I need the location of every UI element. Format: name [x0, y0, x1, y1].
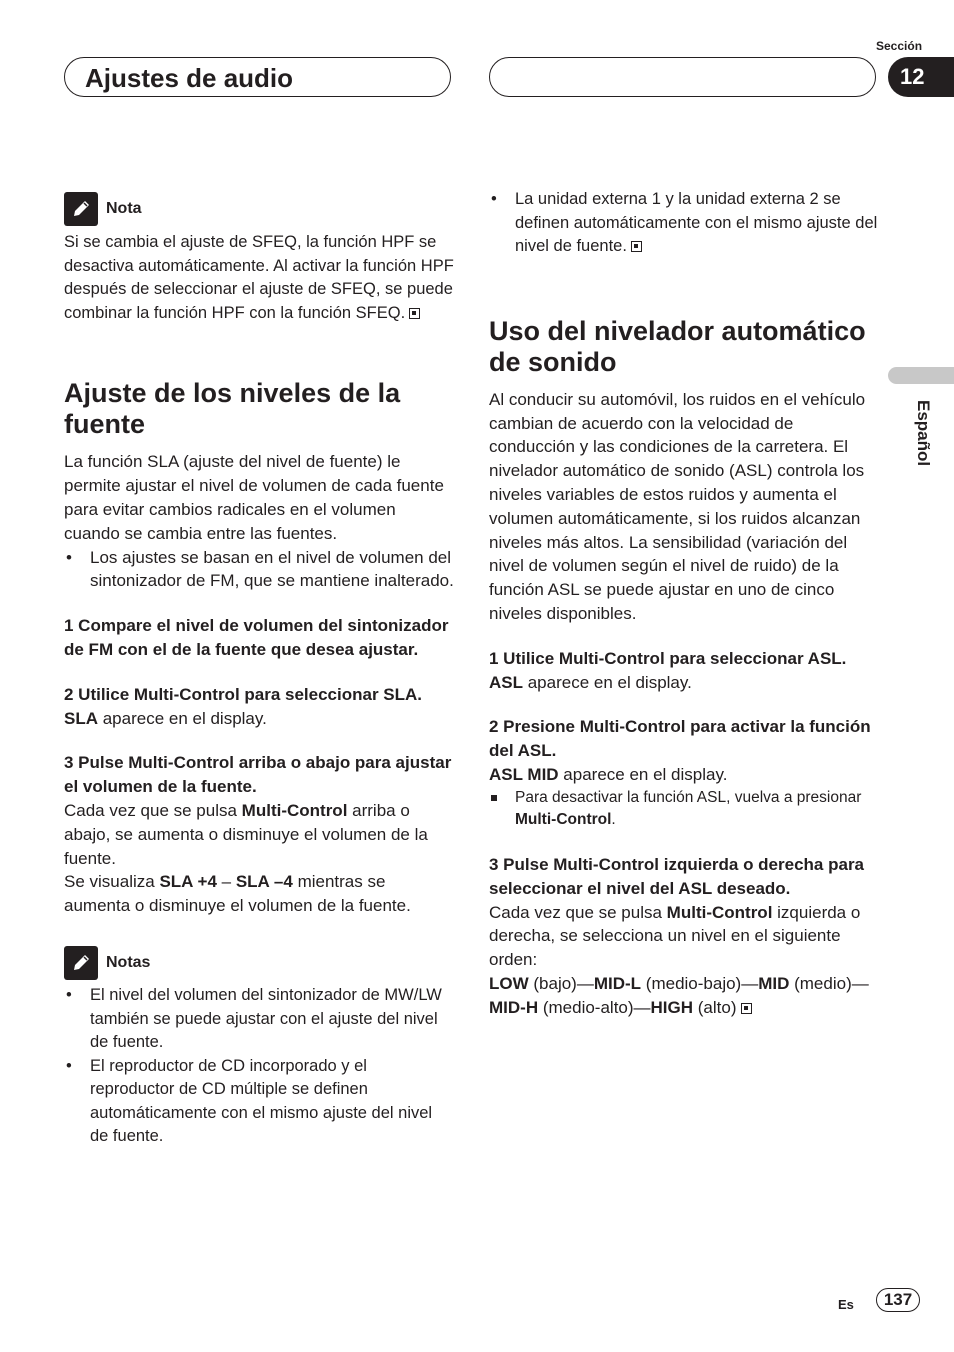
step-3-body: Cada vez que se pulsa Multi-Control arriba o abajo, se aumenta o disminuye el volumen de la fuente. [64, 800, 428, 868]
asl-intro: Al conducir su automóvil, los ruidos en el vehículo cambian de acuerdo con la velocidad de conducción y las condiciones de la carretera. El nivelador automático de sonido (ASL) controla los niveles variables de estos ruidos y aumenta el volumen automáticamente, si los ruidos alcanzan niveles más altos. La sensibilidad (variación del nivel de volumen según el nivel de ruido) de la función ASL se puede ajustar en uno de cinco niveles disponibles. [489, 389, 866, 623]
list-item: • El reproductor de CD incorporado y el reproductor de CD múltiple se definen automáticamente con el mismo ajuste del nivel de fuente. [64, 1055, 454, 1149]
language-label: Español [914, 400, 933, 467]
end-mark-icon [741, 1003, 752, 1014]
step-2-body: SLA aparece en el display. [64, 708, 267, 728]
step-1-body: ASL aparece en el display. [489, 672, 692, 692]
step-2-subnote: Para desactivar la función ASL, vuelva a presionar Multi-Control. [489, 787, 879, 832]
header-title-pill [64, 57, 451, 97]
step-3-heading: 3 Pulse Multi-Control arriba o abajo para ajustar el volumen de la fuente. [64, 753, 452, 797]
note-heading [64, 192, 454, 226]
note-heading-label: Nota [106, 200, 142, 218]
language-tab [888, 367, 954, 384]
notes-heading [64, 946, 454, 980]
list-item: • La unidad externa 1 y la unidad externa 2 se definen automáticamente con el mismo ajuste del nivel de fuente. [489, 188, 879, 259]
end-mark-icon [631, 241, 642, 252]
step-2-body: ASL MID aparece en el display. [489, 764, 728, 784]
list-item: • El nivel del volumen del sintonizador de MW/LW también se puede ajustar con el ajuste del nivel de fuente. [64, 984, 454, 1055]
page-header-title: Ajustes de audio [85, 63, 294, 93]
list-item: • Los ajustes se basan en el nivel de volumen del sintonizador de FM, que se mantiene inalterado. [64, 546, 454, 594]
left-column [64, 192, 454, 1149]
step-1-heading: 1 Compare el nivel de volumen del sintonizador de FM con el de la fuente que desea ajustar. [64, 616, 449, 659]
note-pencil-icon [64, 192, 98, 226]
step-2-heading: 2 Presione Multi-Control para activar la función del ASL. [489, 717, 871, 761]
step-3-heading: 3 Pulse Multi-Control izquierda o derecha para seleccionar el nivel del ASL deseado. [489, 854, 865, 898]
note-pencil-icon [64, 946, 98, 980]
step-2-heading: 2 Utilice Multi-Control para seleccionar SLA. [64, 684, 423, 704]
sla-bullet-list [64, 546, 454, 594]
section-number-badge: 12 [888, 57, 954, 97]
note-text: Si se cambia el ajuste de SFEQ, la función HPF se desactiva automáticamente. Al activar la función HPF después de seleccionar el ajuste de SFEQ, se puede combinar la función HPF con la función SFEQ. [64, 233, 454, 322]
section-title-asl: Uso del nivelador automático de sonido [489, 315, 866, 377]
step-3-display: Se visualiza SLA +4 – SLA –4 mientras se aumenta o disminuye el volumen de la fuente. [64, 872, 411, 916]
footer-language-code: Es [838, 1297, 854, 1312]
page-number: 137 [876, 1288, 920, 1312]
end-mark-icon [409, 308, 420, 319]
step-3-body: Cada vez que se pulsa Multi-Control izquierda o derecha, se selecciona un nivel en el siguiente orden: [489, 902, 861, 970]
sla-intro: La función SLA (ajuste del nivel de fuente) le permite ajustar el nivel de volumen de cada fuente para evitar cambios radicales en el volumen cuando se cambia entre las fuentes. [64, 452, 444, 543]
step-1-heading: 1 Utilice Multi-Control para seleccionar ASL. [489, 648, 847, 668]
section-label: Sección [876, 39, 923, 53]
right-column [489, 188, 879, 1020]
section-title-sla: Ajuste de los niveles de la fuente [64, 378, 401, 440]
header-blank-pill [489, 57, 876, 97]
notes-list [64, 984, 454, 1149]
notes-heading-label: Notas [106, 954, 151, 972]
external-unit-bullet [489, 188, 879, 259]
asl-level-sequence: LOW (bajo)—MID-L (medio-bajo)—MID (medio)—MID-H (medio-alto)—HIGH (alto) [489, 973, 869, 1017]
